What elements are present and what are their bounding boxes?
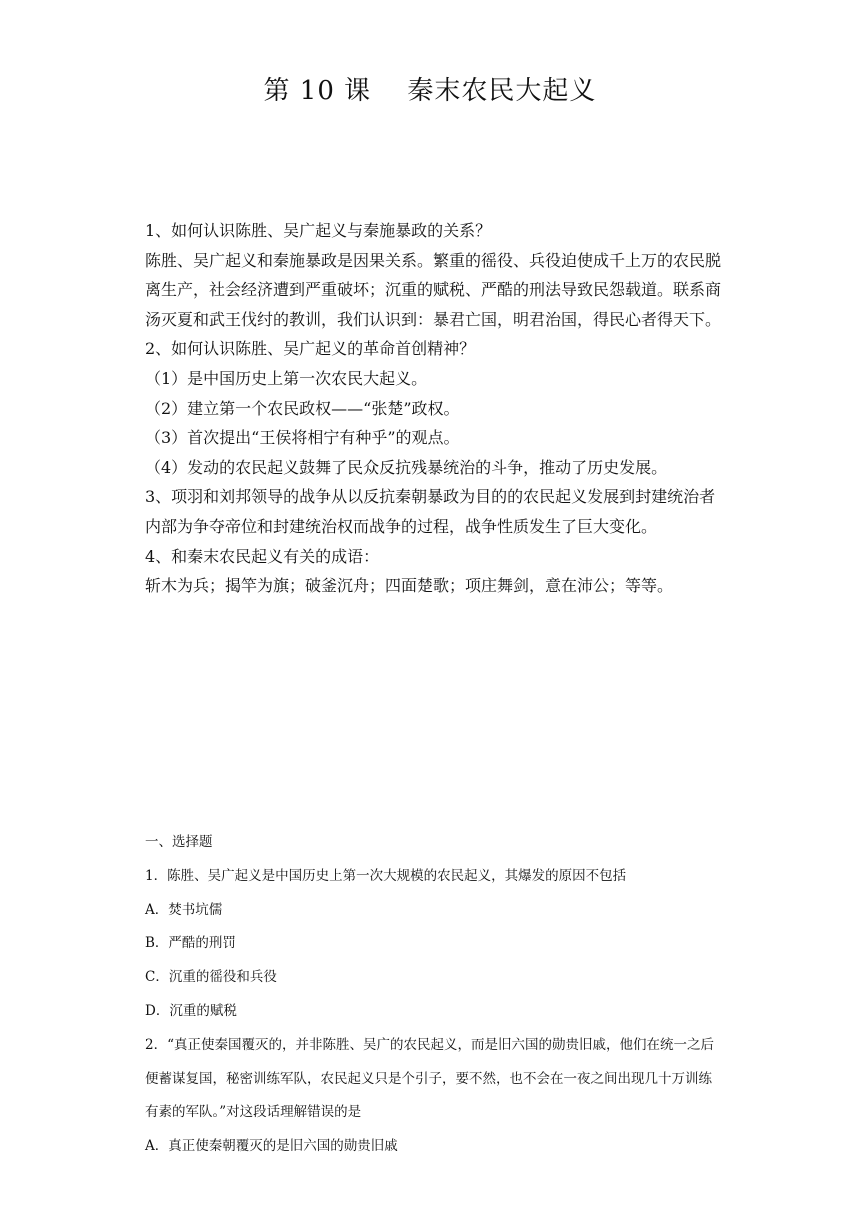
exercise-option: C．沉重的徭役和兵役 bbox=[145, 969, 277, 986]
lesson-title: 第 10 课 秦末农民大起义 bbox=[263, 76, 597, 106]
exercise-option: D．沉重的赋税 bbox=[145, 1002, 237, 1019]
summary-question-2: 2、如何认识陈胜、吴广起义的革命首创精神？ bbox=[145, 339, 476, 359]
exercise-option: A．焚书坑儒 bbox=[145, 901, 223, 918]
summary-question-4: 4、和秦末农民起义有关的成语： bbox=[145, 546, 380, 566]
section-heading: 一、选择题 bbox=[145, 834, 213, 850]
lesson-summary bbox=[145, 216, 725, 601]
summary-answer-2-item: （2）建立第一个农民政权——“张楚”政权。 bbox=[145, 398, 460, 418]
summary-answer-2-item: （1）是中国历史上第一次农民大起义。 bbox=[145, 368, 428, 388]
summary-question-3: 3、项羽和刘邦领导的战争从以反抗秦朝暴政为目的的农民起义发展到封建统治者内部为争夺帝位和封建统治权而战争的过程，战争性质发生了巨大变化。 bbox=[145, 487, 716, 536]
exercise-question-1: 1．陈胜、吴广起义是中国历史上第一次大规模的农民起义，其爆发的原因不包括 bbox=[145, 867, 627, 884]
summary-answer-2-item: （3）首次提出“王侯将相宁有种乎”的观点。 bbox=[145, 428, 460, 448]
exercises-section bbox=[145, 826, 725, 1164]
exercise-option: B．严酷的刑罚 bbox=[145, 935, 236, 952]
summary-question-1: 1、如何认识陈胜、吴广起义与秦施暴政的关系？ bbox=[145, 221, 492, 240]
exercise-question-2: 2．“真正使秦国覆灭的，并非陈胜、吴广的农民起义，而是旧六国的勋贵旧戚，他们在统一之后便蓄谋复国，秘密训练军队，农民起义只是个引子，要不然，也不会在一夜之间出现几十万训练有素的军队。”对这段话理解错误的是 bbox=[145, 1036, 714, 1121]
summary-answer-1: 陈胜、吴广起义和秦施暴政是因果关系。繁重的徭役、兵役迫使成千上万的农民脱离生产，社会经济遭到严重破坏；沉重的赋税、严酷的刑法导致民怨载道。联系商汤灭夏和武王伐纣的教训，我们认识到：暴君亡国，明君治国，得民心者得天下。 bbox=[145, 250, 722, 329]
summary-answer-4: 斩木为兵；揭竿为旗；破釜沉舟；四面楚歌；项庄舞剑，意在沛公；等等。 bbox=[145, 576, 674, 596]
summary-answer-2-item: （4）发动的农民起义鼓舞了民众反抗残暴统治的斗争，推动了历史发展。 bbox=[145, 457, 668, 477]
exercise-option: A．真正使秦朝覆灭的是旧六国的勋贵旧戚 bbox=[145, 1138, 398, 1155]
